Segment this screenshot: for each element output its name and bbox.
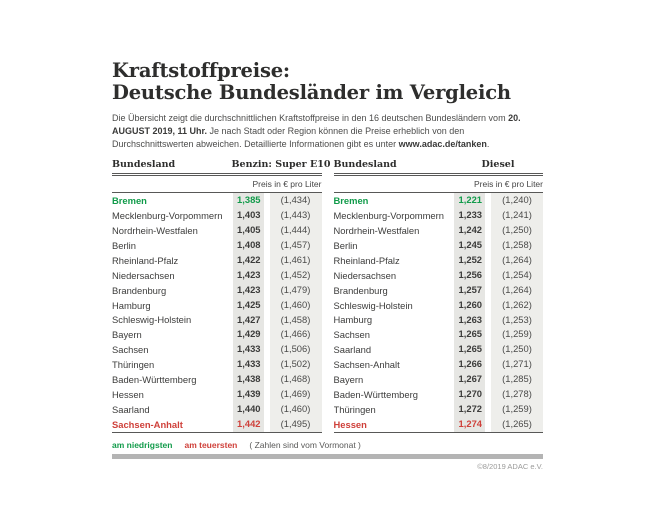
table-row <box>112 238 322 253</box>
table-row <box>334 387 544 402</box>
table-row <box>112 298 322 313</box>
state-name: Niedersachsen <box>333 269 397 281</box>
legend-note: ( Zahlen sind vom Vormonat ) <box>249 439 361 450</box>
state-name: Saarland <box>333 344 372 356</box>
previous-month-value: (1,460) <box>270 298 322 313</box>
table-subheader <box>334 176 544 193</box>
column-header-bundesland: Bundesland <box>112 159 176 171</box>
previous-month-value: (1,259) <box>491 402 543 417</box>
unit-label: Preis in € pro Liter <box>474 179 543 190</box>
table-body <box>334 193 544 432</box>
previous-month-value: (1,460) <box>270 402 322 417</box>
table-row <box>334 253 544 268</box>
price-value: 1,429 <box>233 327 264 342</box>
table-row <box>334 313 544 328</box>
price-value: 1,265 <box>454 342 485 357</box>
state-name: Hessen <box>112 388 144 400</box>
previous-month-value: (1,461) <box>270 253 322 268</box>
previous-month-value: (1,240) <box>491 193 543 208</box>
state-name: Rheinland-Pfalz <box>112 254 179 266</box>
price-value: 1,440 <box>233 402 264 417</box>
table-subheader <box>112 176 322 193</box>
state-name: Brandenburg <box>112 284 167 296</box>
previous-month-value: (1,457) <box>270 238 322 253</box>
state-name: Bayern <box>112 329 142 341</box>
price-value: 1,433 <box>233 342 264 357</box>
unit-label: Preis in € pro Liter <box>252 179 322 190</box>
state-name: Bayern <box>333 374 364 386</box>
price-value: 1,266 <box>454 357 485 372</box>
table-row <box>112 357 322 372</box>
price-value: 1,438 <box>233 372 264 387</box>
table-header <box>112 159 331 176</box>
state-name: Brandenburg <box>333 284 388 296</box>
price-value: 1,270 <box>454 387 485 402</box>
table-row <box>112 253 322 268</box>
table-row <box>334 268 544 283</box>
price-value: 1,427 <box>233 313 264 328</box>
state-name: Hessen <box>333 418 367 430</box>
table-row <box>334 357 544 372</box>
table-row <box>112 402 322 417</box>
previous-month-value: (1,506) <box>270 342 322 357</box>
price-value: 1,425 <box>233 298 264 313</box>
state-name: Nordrhein-Westfalen <box>333 225 420 237</box>
divider-bar <box>112 454 543 459</box>
table-body <box>112 193 322 432</box>
previous-month-value: (1,443) <box>270 208 322 223</box>
previous-month-value: (1,469) <box>270 387 322 402</box>
price-value: 1,242 <box>454 223 485 238</box>
previous-month-value: (1,254) <box>491 268 543 283</box>
table-row <box>334 402 544 417</box>
previous-month-value: (1,264) <box>491 253 543 268</box>
previous-month-value: (1,285) <box>491 372 543 387</box>
price-value: 1,423 <box>233 283 264 298</box>
previous-month-value: (1,434) <box>270 193 322 208</box>
previous-month-value: (1,271) <box>491 357 543 372</box>
previous-month-value: (1,458) <box>270 313 322 328</box>
state-name: Sachsen-Anhalt <box>112 418 183 430</box>
intro-segment: . <box>486 138 490 149</box>
state-name: Mecklenburg-Vorpommern <box>333 210 444 222</box>
state-name: Hamburg <box>112 299 151 311</box>
price-value: 1,245 <box>454 238 485 253</box>
table-row <box>112 208 322 223</box>
table-row <box>112 313 322 328</box>
price-value: 1,221 <box>454 193 485 208</box>
table-diesel <box>334 159 544 432</box>
price-value: 1,433 <box>233 357 264 372</box>
column-header-fuel-type: Diesel <box>481 159 515 171</box>
price-value: 1,422 <box>233 253 264 268</box>
price-value: 1,423 <box>233 268 264 283</box>
previous-month-value: (1,444) <box>270 223 322 238</box>
table-row <box>334 342 544 357</box>
previous-month-value: (1,258) <box>491 238 543 253</box>
column-header-bundesland: Bundesland <box>333 159 397 171</box>
state-name: Baden-Württemberg <box>112 374 197 386</box>
column-header-fuel-type: Benzin: Super E10 <box>231 159 331 171</box>
state-name: Nordrhein-Westfalen <box>112 225 198 237</box>
previous-month-value: (1,241) <box>491 208 543 223</box>
legend-highest-label: am teuersten <box>184 439 238 450</box>
price-value: 1,274 <box>454 417 485 432</box>
previous-month-value: (1,265) <box>491 417 543 432</box>
price-value: 1,439 <box>233 387 264 402</box>
table-row <box>112 268 322 283</box>
table-row <box>112 193 322 208</box>
price-value: 1,405 <box>233 223 264 238</box>
price-value: 1,257 <box>454 283 485 298</box>
previous-month-value: (1,250) <box>491 223 543 238</box>
price-value: 1,260 <box>454 298 485 313</box>
table-row <box>112 387 322 402</box>
page-title-line2: Deutsche Bundesländer im Vergleich <box>112 80 511 104</box>
page-title <box>112 60 543 103</box>
state-name: Mecklenburg-Vorpommern <box>112 210 223 222</box>
price-value: 1,442 <box>233 417 264 432</box>
price-value: 1,256 <box>454 268 485 283</box>
intro-text <box>112 112 543 150</box>
intro-segment: Je nach Stadt oder Region können die Preise erheblich von den Durchschnittswerten abweichen. Detaillierte Informationen gibt es unter <box>112 125 465 149</box>
table-row <box>112 372 322 387</box>
previous-month-value: (1,452) <box>270 268 322 283</box>
table-row <box>334 283 544 298</box>
previous-month-value: (1,468) <box>270 372 322 387</box>
table-row <box>334 372 544 387</box>
price-value: 1,408 <box>233 238 264 253</box>
table-row <box>334 327 544 342</box>
table-row <box>334 238 544 253</box>
state-name: Berlin <box>112 240 136 251</box>
previous-month-value: (1,495) <box>270 417 322 432</box>
state-name: Berlin <box>333 240 358 251</box>
intro-url: www.adac.de/tanken <box>398 138 487 149</box>
table-row <box>112 327 322 342</box>
intro-date: 20. AUGUST 2019, 11 Uhr. <box>112 113 521 136</box>
previous-month-value: (1,250) <box>491 342 543 357</box>
intro-segment: Die Übersicht zeigt die durchschnittlichen Kraftstoffpreise in den 16 deutschen Bundesländern vom <box>112 113 509 123</box>
state-name: Sachsen <box>333 329 370 341</box>
price-value: 1,252 <box>454 253 485 268</box>
state-name: Bremen <box>333 195 369 207</box>
state-name: Thüringen <box>333 403 376 415</box>
table-row <box>112 417 322 432</box>
price-value: 1,385 <box>233 193 264 208</box>
state-name: Bremen <box>112 195 147 207</box>
price-value: 1,267 <box>454 372 485 387</box>
table-row <box>112 223 322 238</box>
price-value: 1,272 <box>454 402 485 417</box>
state-name: Thüringen <box>112 359 155 371</box>
price-value: 1,403 <box>233 208 264 223</box>
state-name: Rheinland-Pfalz <box>333 254 400 266</box>
table-benzin-super-e10 <box>112 159 331 432</box>
previous-month-value: (1,278) <box>491 387 543 402</box>
price-value: 1,233 <box>454 208 485 223</box>
table-row <box>334 193 544 208</box>
state-name: Schleswig-Holstein <box>333 299 413 311</box>
previous-month-value: (1,502) <box>270 357 322 372</box>
table-header <box>334 159 544 176</box>
price-value: 1,263 <box>454 313 485 328</box>
state-name: Baden-Württemberg <box>333 388 418 400</box>
legend-lowest-label: am niedrigsten <box>112 439 173 450</box>
table-row <box>334 208 544 223</box>
previous-month-value: (1,264) <box>491 283 543 298</box>
state-name: Saarland <box>112 403 150 415</box>
previous-month-value: (1,253) <box>491 313 543 328</box>
page-title-line1: Kraftstoffpreise: <box>112 59 290 82</box>
state-name: Sachsen-Anhalt <box>333 359 400 371</box>
state-name: Niedersachsen <box>112 269 175 281</box>
price-value: 1,265 <box>454 327 485 342</box>
table-row <box>334 298 544 313</box>
previous-month-value: (1,259) <box>491 327 543 342</box>
previous-month-value: (1,479) <box>270 283 322 298</box>
state-name: Sachsen <box>112 344 149 356</box>
legend <box>112 440 543 450</box>
table-row <box>112 342 322 357</box>
comparison-tables <box>112 159 543 432</box>
previous-month-value: (1,466) <box>270 327 322 342</box>
table-row <box>334 223 544 238</box>
state-name: Hamburg <box>333 314 373 326</box>
table-row <box>112 283 322 298</box>
copyright-text: ©8/2019 ADAC e.V. <box>477 461 543 471</box>
previous-month-value: (1,262) <box>491 298 543 313</box>
state-name: Schleswig-Holstein <box>112 314 192 326</box>
table-row <box>334 417 544 432</box>
